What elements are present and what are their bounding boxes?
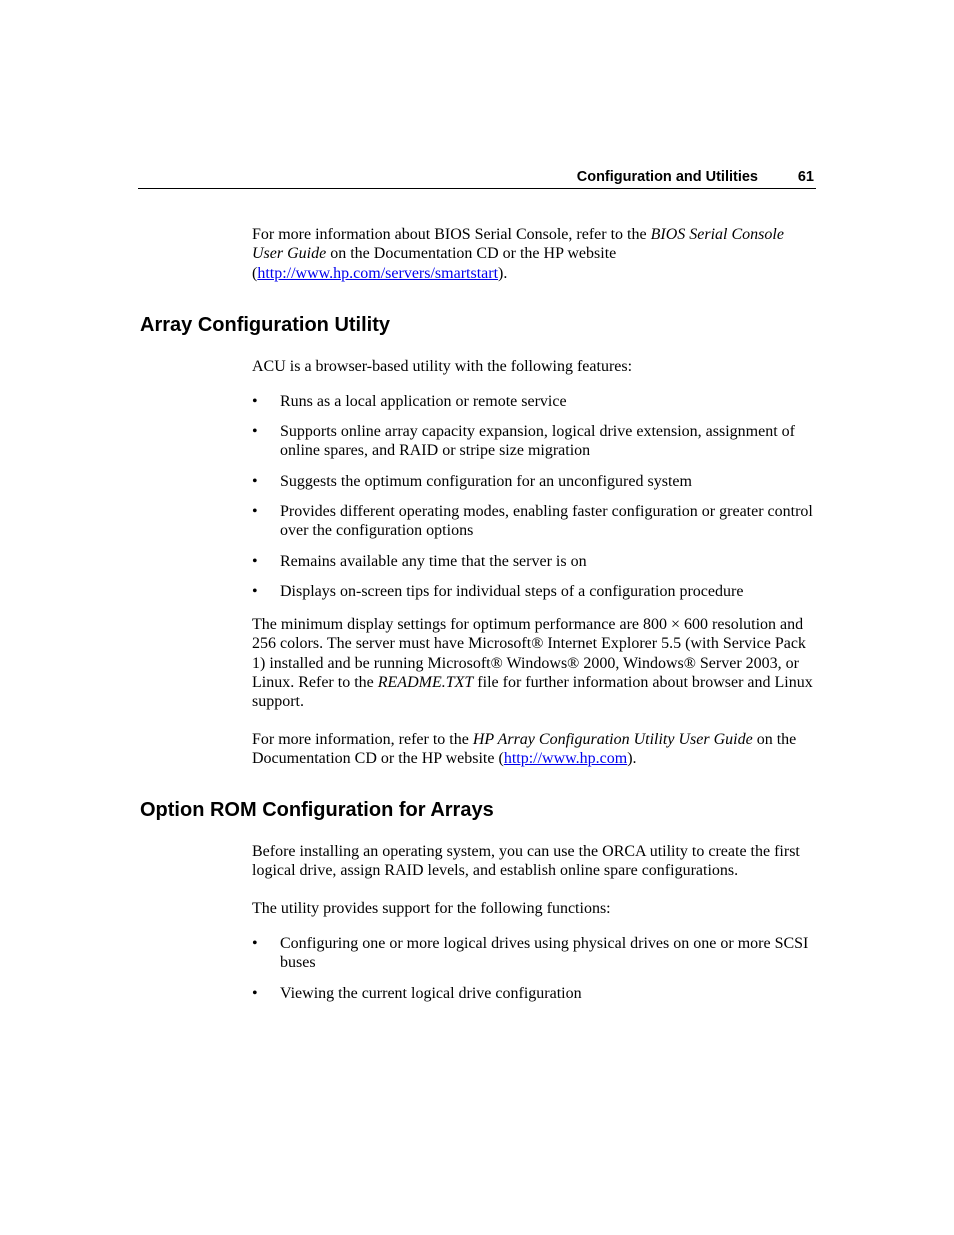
bios-guide-title: BIOS Serial Console User Guide (252, 226, 784, 263)
bullet-dot: • (252, 935, 258, 952)
smartstart-link[interactable]: http://www.hp.com/servers/smartstart (257, 264, 499, 282)
bullet-dot: • (252, 473, 258, 490)
document-page: Configuration and Utilities 61 For more information about BIOS Serial Console, refer to the BIOS Serial Console User Guide on the Documentation CD or the HP website (http://www.hp.com/servers/smartstart). Array Configuration Utility ACU is a browser-based utility with the following features: • Runs as a local application or remote service • Supports online array capacity expansion, logical drive extension, assignment of online spares, and RAID or stripe size migration • Suggests the optimum configuration for an unconfigured system • Provides different operating modes, enabling faster configuration or greater control over the configuration options • Remains available any time that the server is on • Displays on-screen tips for individual steps of a configuration procedure The minimum display settings for optimum performance are 800 × 600 resolution and 256 colors. The server must have Microsoft® Internet Explorer 5.5 (with Service Pack 1) installed and be running Microsoft® Windows® 2000, Windows® Server 2003, or Linux. Refer to the README.TXT file for further information about browser and Linux support. For more information, refer to the HP Array Configuration Utility User Guide on the Documentation CD or the HP website (http://www.hp.com). Option ROM Configuration for Arrays Before installing an operating system, you can use the ORCA utility to create the first logical drive, assign RAID levels, and establish online spare configurations. The utility provides support for the following functions: • Configuring one or more logical drives using physical drives on one or more SCSI buses • Viewing the current logical drive configuration (0, 0, 954, 1235)
bullet-dot: • (252, 503, 258, 520)
display-requirements-paragraph: The minimum display settings for optimum performance are 800 × 600 resolution and 256 colors. The server must have Microsoft® Internet Explorer 5.5 (with Service Pack 1) installed and be running Microsoft® Windows® 2000, Windows® Server 2003, or Linux. Refer to the README.TXT file for further information about browser and Linux support. (252, 616, 813, 711)
orca-lead-paragraph: The utility provides support for the following functions: (252, 900, 611, 917)
bullet-dot: • (252, 583, 258, 600)
bullet-dot: • (252, 423, 258, 440)
acu-heading: Array Configuration Utility (140, 314, 391, 336)
bios-serial-console-paragraph: For more information about BIOS Serial Console, refer to the BIOS Serial Console User Guide on the Documentation CD or the HP website (http://www.hp.com/servers/smartstart). (252, 226, 784, 282)
acu-more-info-paragraph: For more information, refer to the HP Array Configuration Utility User Guide on the Documentation CD or the HP website (http://www.hp.com). (252, 731, 797, 768)
bullet-dot: • (252, 553, 258, 570)
acu-lead-paragraph: ACU is a browser-based utility with the following features: (252, 358, 633, 375)
readme-filename: README.TXT (377, 673, 474, 691)
header-section-title: Configuration and Utilities (576, 169, 758, 185)
orca-heading: Option ROM Configuration for Arrays (140, 799, 494, 821)
bullet-dot: • (252, 393, 258, 410)
bullet-dot: • (252, 985, 258, 1002)
orca-intro-paragraph: Before installing an operating system, you can use the ORCA utility to create the first logical drive, assign RAID levels, and establish online spare configurations. (252, 843, 800, 880)
running-header (138, 168, 816, 189)
page-number: 61 (797, 169, 814, 185)
hp-website-link[interactable]: http://www.hp.com (503, 750, 628, 768)
acu-guide-title: HP Array Configuration Utility User Guide (472, 731, 753, 748)
